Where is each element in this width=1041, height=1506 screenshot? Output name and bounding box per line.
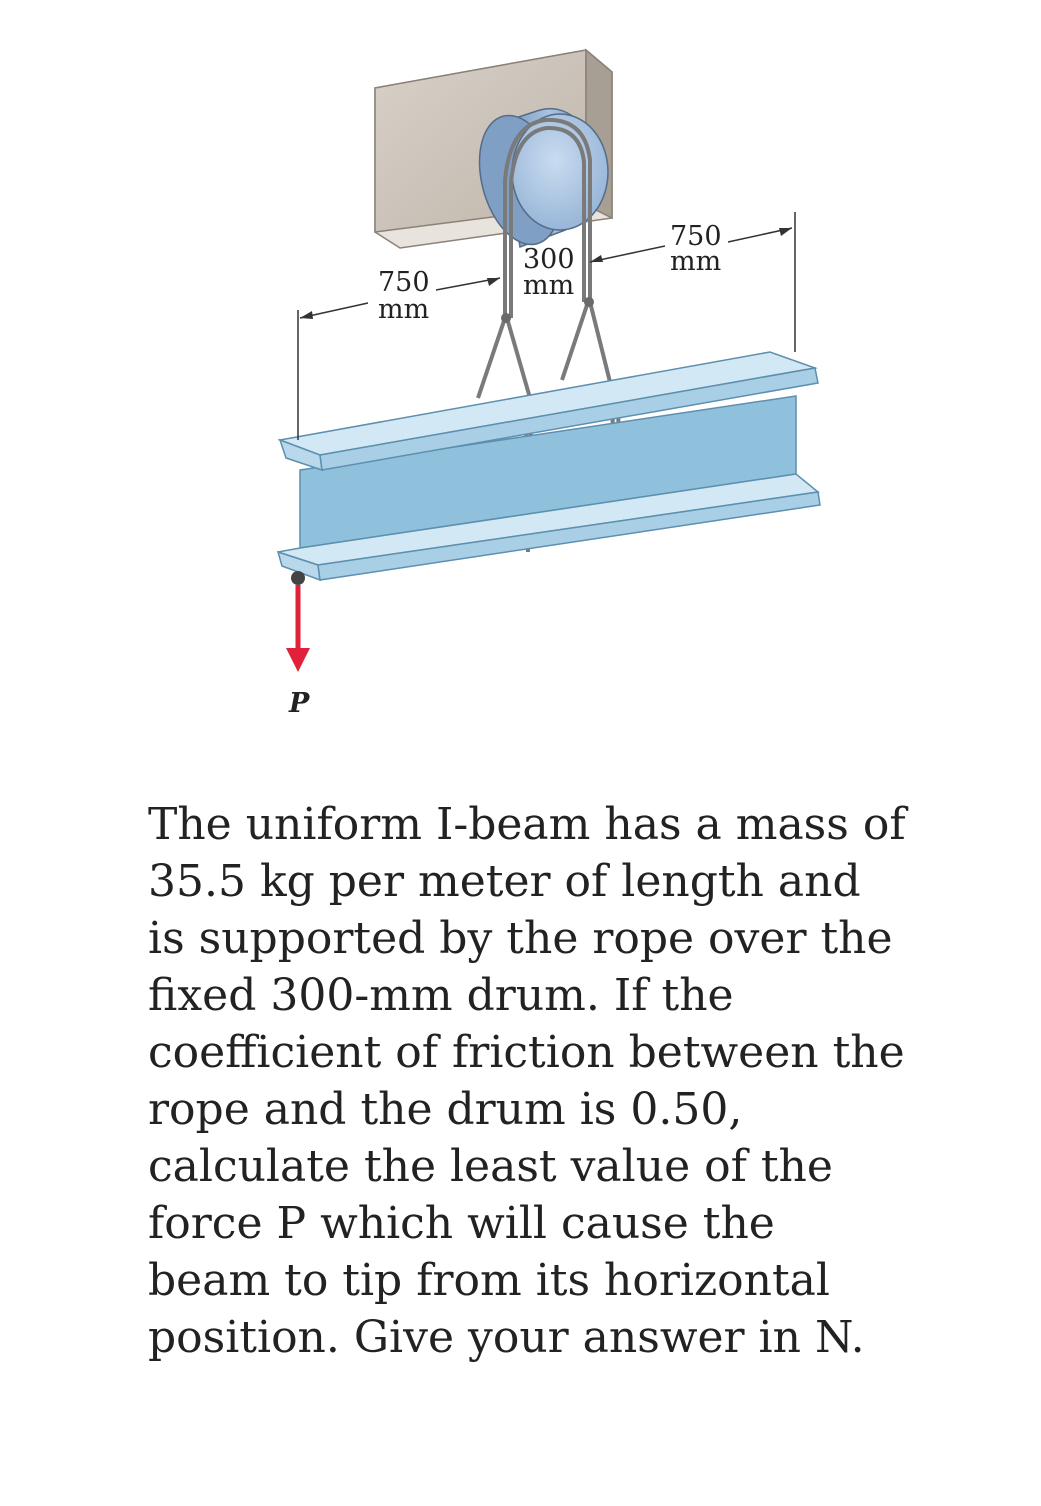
left-offset-unit: mm xyxy=(378,294,430,325)
force-label: P xyxy=(289,688,310,719)
left-offset-value: 750 xyxy=(378,267,430,298)
drum-diameter-value: 300 xyxy=(523,244,575,275)
right-offset-value: 750 xyxy=(670,221,722,252)
right-offset-unit: mm xyxy=(670,246,722,277)
problem-statement: The uniform I-beam has a mass of 35.5 kg per meter of length and is supported by the rope over the fixed 300-mm drum. If the coefficient of friction between the rope and the drum is 0.50, calculate the least value of the force P which will cause the beam to tip from its horizontal position. Give your answer in N. xyxy=(148,799,906,1363)
i-beam xyxy=(278,352,820,580)
drum-diameter-unit: mm xyxy=(523,270,575,301)
force-arrow xyxy=(286,571,310,672)
